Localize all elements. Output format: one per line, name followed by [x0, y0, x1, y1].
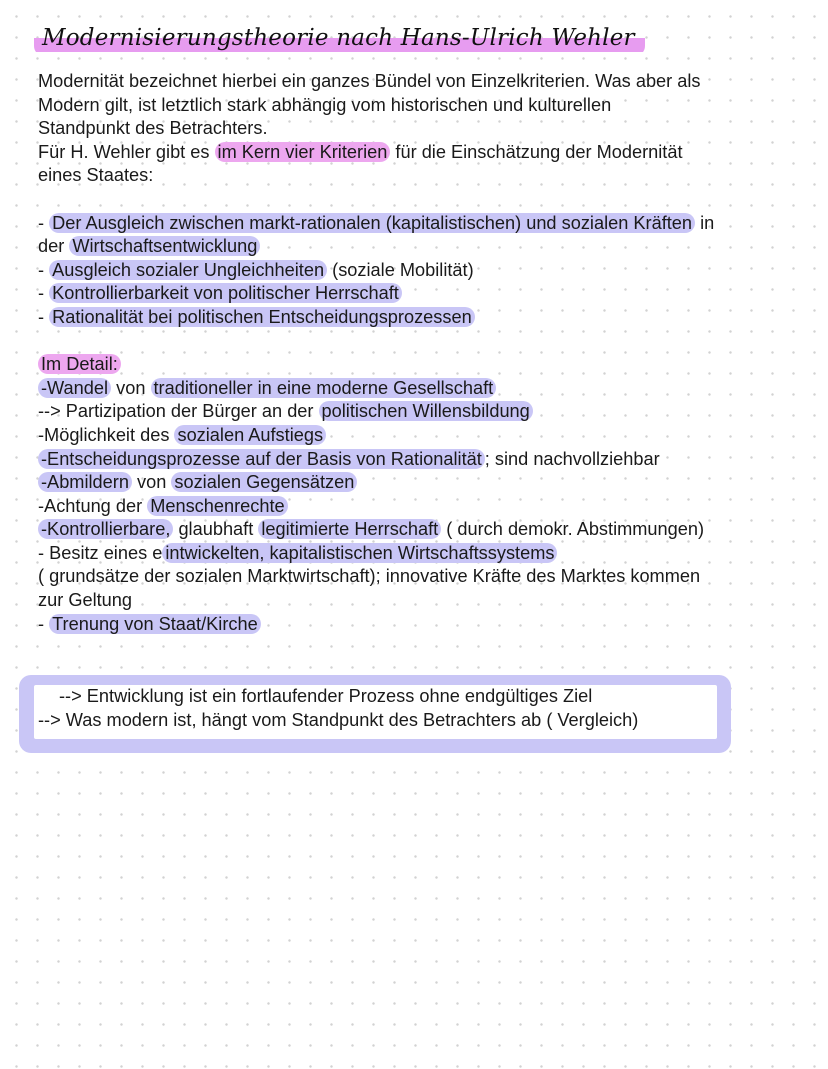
- detail-6: [38, 495, 798, 519]
- intro-line-1: [38, 70, 798, 94]
- detail-11: [38, 613, 798, 637]
- detail-8: [38, 542, 798, 566]
- detail-text: glaubhaft: [173, 519, 259, 540]
- highlight-blue: traditioneller in eine moderne Gesellschaft: [151, 378, 497, 398]
- notes-body: [38, 70, 798, 636]
- detail-text: - Besitz eines e: [38, 542, 163, 563]
- detail-text: ( durch demokr. Abstimmungen): [441, 519, 705, 540]
- intro-text: eines Staates:: [38, 165, 154, 186]
- highlight-blue: Ausgleich sozialer Ungleichheiten: [49, 260, 327, 280]
- criterion-text: der: [38, 236, 70, 257]
- spacer: [38, 330, 798, 354]
- bullet: -: [38, 306, 50, 327]
- detail-9: [38, 565, 798, 589]
- intro-line-2: [38, 94, 798, 118]
- highlight-blue: Trenung von Staat/Kirche: [49, 614, 261, 634]
- intro-text: Für H. Wehler gibt es: [38, 141, 215, 162]
- detail-text: -Möglichkeit des: [38, 424, 175, 445]
- highlight-pink: im Kern vier Kriterien: [215, 142, 391, 162]
- highlight-blue: sozialen Gegensätzen: [171, 472, 357, 492]
- highlight-blue: Menschenrechte: [147, 496, 287, 516]
- detail-3: [38, 424, 798, 448]
- detail-10: [38, 589, 798, 613]
- criterion-4: [38, 306, 798, 330]
- page-title: Modernisierungstheorie nach Hans-Ulrich Wehler: [34, 18, 645, 56]
- detail-heading-line: [38, 353, 798, 377]
- detail-text: ; sind nachvollziehbar: [484, 448, 660, 469]
- intro-text: Modern gilt, ist letztlich stark abhängig vom historischen und kulturellen: [38, 94, 612, 115]
- summary-line-1: --> Entwicklung ist ein fortlaufender Prozess ohne endgültiges Ziel: [59, 686, 593, 706]
- summary-box: [19, 675, 731, 753]
- bullet: -: [38, 613, 50, 634]
- detail-4: [38, 448, 798, 472]
- highlight-blue: legitimierte Herrschaft: [258, 519, 441, 539]
- detail-text: von: [111, 377, 151, 398]
- highlight-blue: Wirtschaftsentwicklung: [69, 236, 260, 256]
- intro-line-3: [38, 117, 798, 141]
- intro-text: für die Einschätzung der Modernität: [390, 141, 683, 162]
- criterion-text: in: [695, 212, 715, 233]
- intro-line-5: [38, 164, 798, 188]
- summary-line-2: --> Was modern ist, hängt vom Standpunkt des Betrachters ab ( Vergleich): [38, 710, 639, 730]
- highlight-blue: -Entscheidungsprozesse auf der Basis von Rationalität: [38, 449, 485, 469]
- bullet: -: [38, 212, 50, 233]
- highlight-blue: Kontrollierbarkeit von politischer Herrschaft: [49, 283, 402, 303]
- criterion-text: (soziale Mobilität): [327, 259, 474, 280]
- bullet: -: [38, 259, 50, 280]
- highlight-blue: intwickelten, kapitalistischen Wirtschaftssystems: [162, 543, 557, 563]
- bullet: -: [38, 283, 50, 304]
- criterion-3: [38, 282, 798, 306]
- intro-text: Standpunkt des Betrachters.: [38, 118, 268, 139]
- highlight-blue: -Kontrollierbare,: [38, 519, 173, 539]
- detail-text: von: [131, 472, 172, 493]
- detail-text: ( grundsätze der sozialen Marktwirtschaft); innovative Kräfte des Marktes kommen: [38, 566, 701, 587]
- detail-7: [38, 518, 798, 542]
- detail-5: [38, 471, 798, 495]
- criterion-2: [38, 259, 798, 283]
- highlight-blue: sozialen Aufstiegs: [174, 425, 326, 445]
- intro-text: Modernität bezeichnet hierbei ein ganzes Bündel von Einzelkriterien. Was aber als: [38, 71, 701, 91]
- spacer: [38, 188, 798, 212]
- detail-heading: Im Detail:: [38, 354, 121, 374]
- highlight-blue: Der Ausgleich zwischen markt-rationalen (kapitalistischen) und sozialen Kräften: [49, 213, 695, 233]
- criterion-1: [38, 212, 798, 236]
- highlight-blue: politischen Willensbildung: [319, 401, 533, 421]
- detail-text: zur Geltung: [38, 590, 133, 611]
- detail-1: [38, 377, 798, 401]
- highlight-blue: Rationalität bei politischen Entscheidungsprozessen: [49, 307, 475, 327]
- criterion-1-cont: [38, 235, 798, 259]
- detail-text: --> Partizipation der Bürger an der: [38, 401, 319, 422]
- highlight-blue: -Wandel: [38, 378, 111, 398]
- detail-text: -Achtung der: [38, 495, 148, 516]
- intro-line-4: [38, 141, 798, 165]
- detail-2: [38, 400, 798, 424]
- highlight-blue: -Abmildern: [38, 472, 132, 492]
